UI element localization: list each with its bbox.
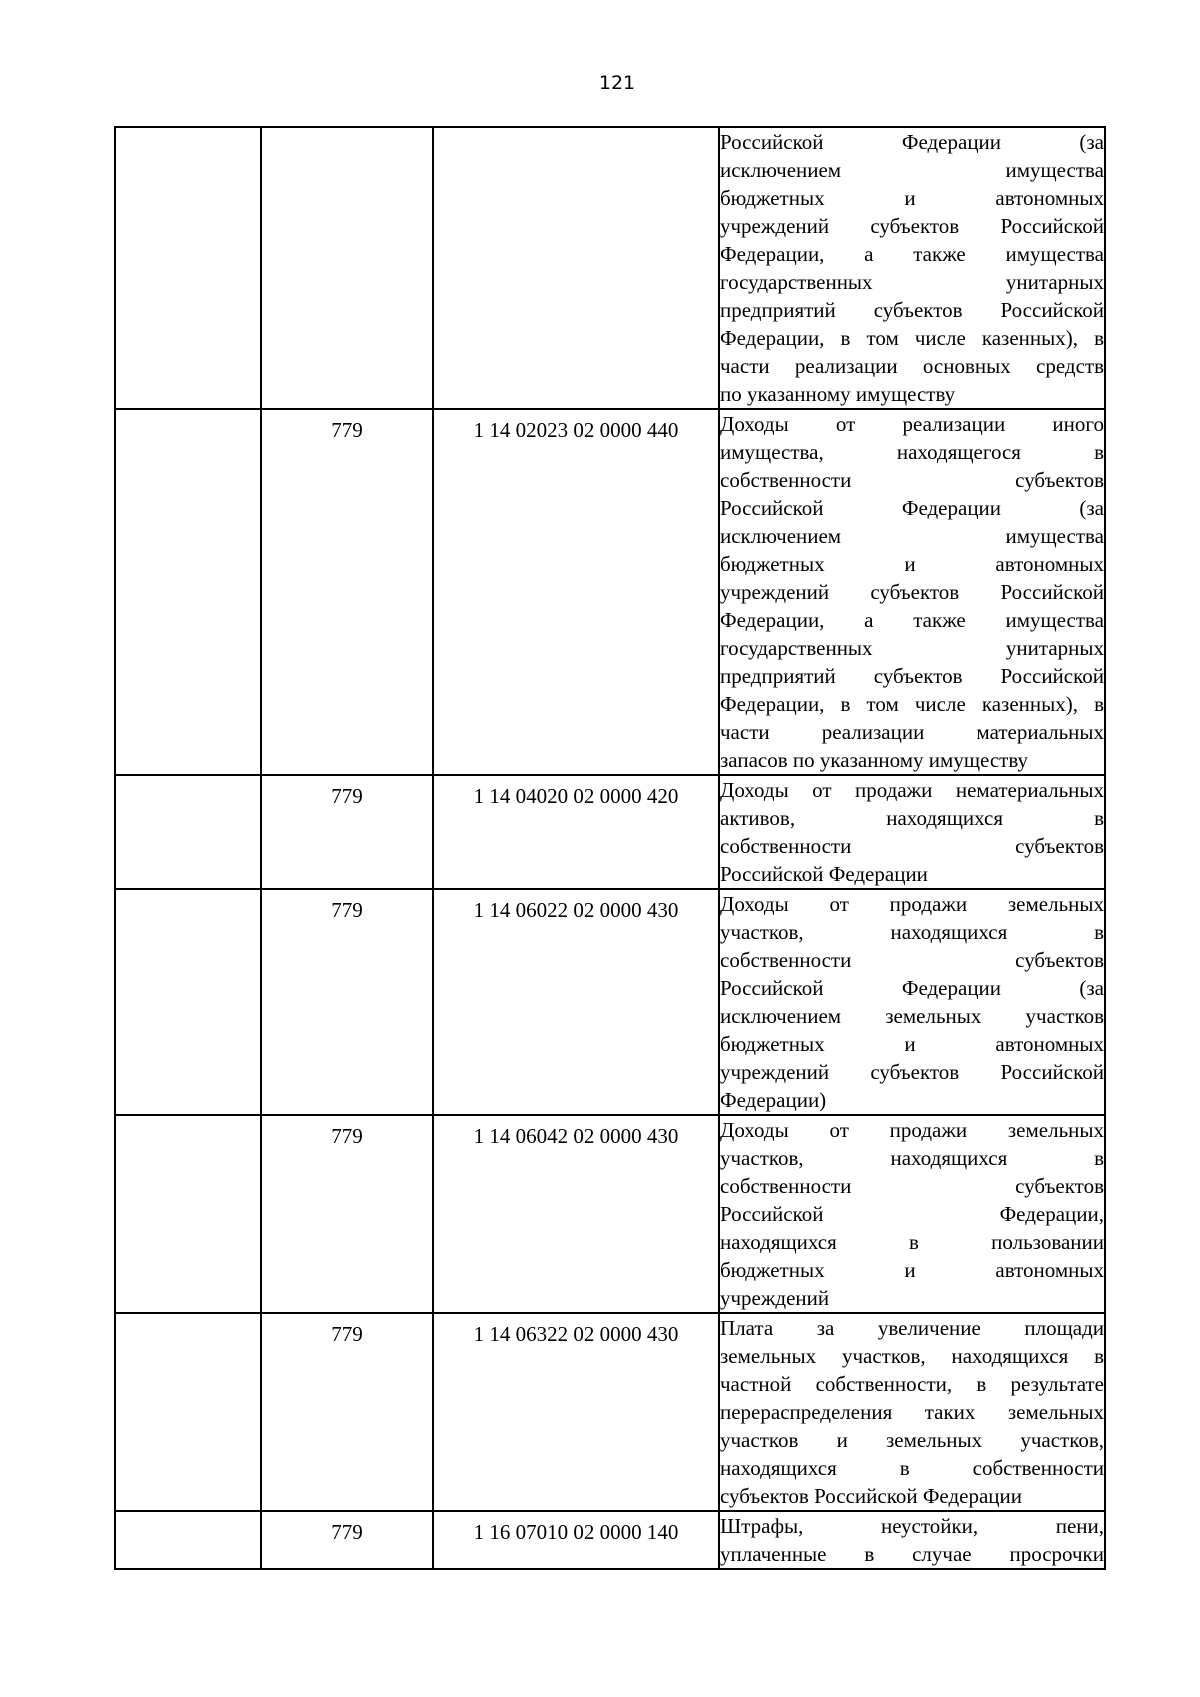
cell-budget-code: 1 14 06322 02 0000 430 — [433, 1313, 719, 1511]
cell-budget-code — [433, 127, 719, 409]
cell-budget-code: 1 16 07010 02 0000 140 — [433, 1511, 719, 1569]
description-text — [720, 1512, 1104, 1568]
description-line: учреждений субъектов Российской — [720, 1060, 1104, 1084]
description-line: Российской Федерации (за — [720, 976, 1104, 1000]
cell-admin-code: 779 — [261, 889, 433, 1115]
table-row — [115, 127, 1105, 409]
table-body — [115, 127, 1105, 1569]
description-line: Доходы от продажи земельных — [720, 892, 1104, 916]
description-line: находящихся в собственности — [720, 1456, 1104, 1480]
cell-description — [719, 409, 1105, 775]
cell-admin-code — [261, 127, 433, 409]
cell-number — [115, 1115, 261, 1313]
description-line: земельных участков, находящихся в — [720, 1344, 1104, 1368]
cell-budget-code: 1 14 06042 02 0000 430 — [433, 1115, 719, 1313]
description-text — [720, 128, 1104, 408]
description-line: субъектов Российской Федерации — [720, 1484, 1023, 1508]
description-line: собственности субъектов — [720, 948, 1104, 972]
cell-budget-code: 1 14 04020 02 0000 420 — [433, 775, 719, 889]
table-row — [115, 775, 1105, 889]
revenue-codes-table — [114, 126, 1106, 1570]
description-line: предприятий субъектов Российской — [720, 298, 1104, 322]
table-row — [115, 409, 1105, 775]
table-row — [115, 1511, 1105, 1569]
description-text — [720, 1116, 1104, 1312]
description-line: бюджетных и автономных — [720, 1258, 1104, 1282]
description-line: частной собственности, в результате — [720, 1372, 1104, 1396]
cell-description — [719, 1313, 1105, 1511]
description-line: части реализации материальных — [720, 720, 1104, 744]
description-line: имущества, находящегося в — [720, 440, 1104, 464]
description-text — [720, 1314, 1104, 1510]
table-row — [115, 1115, 1105, 1313]
description-line: учреждений — [720, 1286, 830, 1310]
description-line: собственности субъектов — [720, 834, 1104, 858]
description-line: собственности субъектов — [720, 468, 1104, 492]
description-line: бюджетных и автономных — [720, 186, 1104, 210]
description-line: уплаченные в случае просрочки — [720, 1542, 1104, 1566]
cell-number — [115, 1313, 261, 1511]
cell-description — [719, 1115, 1105, 1313]
cell-description — [719, 889, 1105, 1115]
description-text — [720, 410, 1104, 774]
table-row — [115, 1313, 1105, 1511]
cell-number — [115, 1511, 261, 1569]
description-line: участков, находящихся в — [720, 920, 1104, 944]
cell-admin-code: 779 — [261, 1115, 433, 1313]
cell-number — [115, 775, 261, 889]
description-text — [720, 890, 1104, 1114]
description-line: Федерации) — [720, 1088, 827, 1112]
description-line: активов, находящихся в — [720, 806, 1104, 830]
description-line: перераспределения таких земельных — [720, 1400, 1104, 1424]
cell-description — [719, 1511, 1105, 1569]
description-line: бюджетных и автономных — [720, 552, 1104, 576]
description-line: исключением имущества — [720, 524, 1104, 548]
page-number: 121 — [598, 72, 636, 94]
description-line: Штрафы, неустойки, пени, — [720, 1514, 1104, 1538]
cell-description — [719, 775, 1105, 889]
description-line: учреждений субъектов Российской — [720, 580, 1104, 604]
description-line: учреждений субъектов Российской — [720, 214, 1104, 238]
cell-description — [719, 127, 1105, 409]
description-line: Доходы от продажи нематериальных — [720, 778, 1104, 802]
description-line: участков, находящихся в — [720, 1146, 1104, 1170]
description-line: Федерации, в том числе казенных), в — [720, 692, 1104, 716]
description-line: Доходы от продажи земельных — [720, 1118, 1104, 1142]
description-text — [720, 776, 1104, 888]
description-line: Доходы от реализации иного — [720, 412, 1104, 436]
description-line: Плата за увеличение площади — [720, 1316, 1104, 1340]
description-line: по указанному имуществу — [720, 382, 956, 406]
description-line: Федерации, а также имущества — [720, 608, 1104, 632]
cell-number — [115, 127, 261, 409]
description-line: бюджетных и автономных — [720, 1032, 1104, 1056]
cell-budget-code: 1 14 06022 02 0000 430 — [433, 889, 719, 1115]
description-line: части реализации основных средств — [720, 354, 1104, 378]
description-line: государственных унитарных — [720, 636, 1104, 660]
cell-admin-code: 779 — [261, 1511, 433, 1569]
description-line: исключением имущества — [720, 158, 1104, 182]
cell-number — [115, 409, 261, 775]
cell-budget-code: 1 14 02023 02 0000 440 — [433, 409, 719, 775]
cell-number — [115, 889, 261, 1115]
description-line: Федерации, а также имущества — [720, 242, 1104, 266]
description-line: запасов по указанному имуществу — [720, 748, 1029, 772]
description-line: предприятий субъектов Российской — [720, 664, 1104, 688]
table-row — [115, 889, 1105, 1115]
cell-admin-code: 779 — [261, 1313, 433, 1511]
description-line: исключением земельных участков — [720, 1004, 1104, 1028]
description-line: Федерации, в том числе казенных), в — [720, 326, 1104, 350]
cell-admin-code: 779 — [261, 409, 433, 775]
description-line: собственности субъектов — [720, 1174, 1104, 1198]
description-line: участков и земельных участков, — [720, 1428, 1104, 1452]
description-line: Российской Федерации, — [720, 1202, 1104, 1226]
description-line: находящихся в пользовании — [720, 1230, 1104, 1254]
description-line: Российской Федерации — [720, 862, 928, 886]
description-line: Российской Федерации (за — [720, 130, 1104, 154]
description-line: Российской Федерации (за — [720, 496, 1104, 520]
cell-admin-code: 779 — [261, 775, 433, 889]
description-line: государственных унитарных — [720, 270, 1104, 294]
